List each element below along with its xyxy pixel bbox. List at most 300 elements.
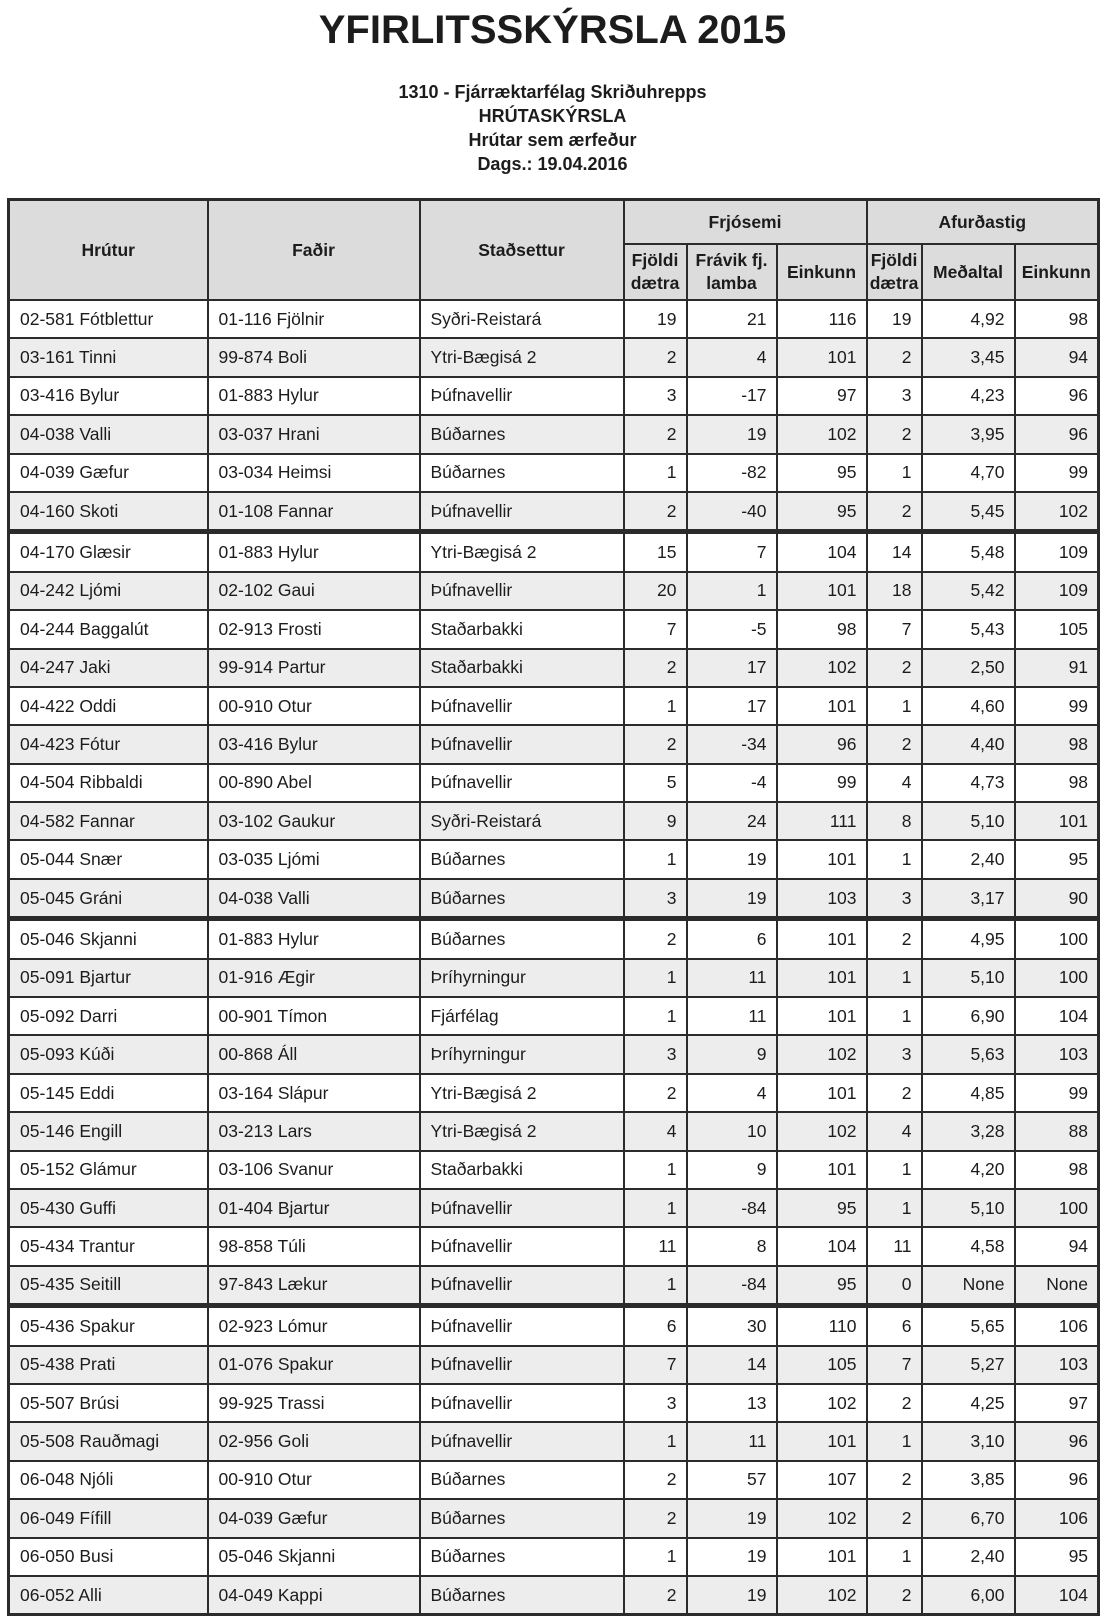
cell-frjosemi-fravik-fj-lamba: 17 <box>687 649 777 687</box>
cell-stadsettur: Þúfnavellir <box>420 1227 624 1265</box>
cell-stadsettur: Þúfnavellir <box>420 1266 624 1306</box>
cell-afurdastig-fjoldi-daetra: 4 <box>867 1112 922 1150</box>
cell-afurdastig-fjoldi-daetra: 6 <box>867 1306 922 1346</box>
cell-stadsettur: Ytri-Bægisá 2 <box>420 1074 624 1112</box>
cell-afurdastig-medaltal: 3,95 <box>922 415 1015 453</box>
cell-fadir: 03-037 Hrani <box>208 415 420 453</box>
cell-frjosemi-fravik-fj-lamba: 9 <box>687 1035 777 1073</box>
cell-stadsettur: Búðarnes <box>420 1461 624 1499</box>
cell-frjosemi-fjoldi-daetra: 2 <box>624 415 687 453</box>
cell-frjosemi-fravik-fj-lamba: 6 <box>687 919 777 959</box>
cell-frjosemi-einkunn: 101 <box>777 1074 867 1112</box>
cell-frjosemi-fjoldi-daetra: 7 <box>624 610 687 648</box>
cell-afurdastig-fjoldi-daetra: 1 <box>867 454 922 492</box>
cell-fadir: 03-035 Ljómi <box>208 840 420 878</box>
cell-frjosemi-fravik-fj-lamba: 19 <box>687 1538 777 1576</box>
cell-afurdastig-medaltal: 4,60 <box>922 687 1015 725</box>
cell-stadsettur: Staðarbakki <box>420 649 624 687</box>
table-row <box>9 1346 1099 1384</box>
column-header-hrutur: Hrútur <box>9 200 208 301</box>
cell-stadsettur: Syðri-Reistará <box>420 300 624 338</box>
table-row <box>9 1074 1099 1112</box>
column-header-frjosemi-einkunn: Einkunn <box>777 244 867 300</box>
cell-frjosemi-fjoldi-daetra: 4 <box>624 1112 687 1150</box>
cell-frjosemi-fjoldi-daetra: 1 <box>624 1538 687 1576</box>
table-row <box>9 687 1099 725</box>
subtitle-date: Dags.: 19.04.2016 <box>477 154 628 174</box>
cell-afurdastig-einkunn: 96 <box>1015 1461 1099 1499</box>
cell-afurdastig-medaltal: 4,92 <box>922 300 1015 338</box>
cell-frjosemi-einkunn: 102 <box>777 1499 867 1537</box>
cell-frjosemi-fravik-fj-lamba: -34 <box>687 725 777 763</box>
cell-afurdastig-fjoldi-daetra: 2 <box>867 649 922 687</box>
cell-afurdastig-fjoldi-daetra: 7 <box>867 1346 922 1384</box>
cell-fadir: 03-213 Lars <box>208 1112 420 1150</box>
cell-fadir: 04-039 Gæfur <box>208 1499 420 1537</box>
cell-afurdastig-fjoldi-daetra: 2 <box>867 1576 922 1615</box>
cell-frjosemi-einkunn: 102 <box>777 649 867 687</box>
cell-stadsettur: Þúfnavellir <box>420 377 624 415</box>
cell-afurdastig-medaltal: 4,85 <box>922 1074 1015 1112</box>
cell-afurdastig-medaltal: 4,73 <box>922 764 1015 802</box>
cell-afurdastig-medaltal: 5,65 <box>922 1306 1015 1346</box>
cell-frjosemi-fjoldi-daetra: 2 <box>624 919 687 959</box>
cell-frjosemi-fjoldi-daetra: 5 <box>624 764 687 802</box>
table-row <box>9 919 1099 959</box>
cell-frjosemi-fravik-fj-lamba: 57 <box>687 1461 777 1499</box>
table-row <box>9 802 1099 840</box>
table-row <box>9 1422 1099 1460</box>
cell-frjosemi-fjoldi-daetra: 2 <box>624 725 687 763</box>
cell-afurdastig-medaltal: 5,42 <box>922 572 1015 610</box>
cell-afurdastig-medaltal: 5,27 <box>922 1346 1015 1384</box>
cell-afurdastig-medaltal: 5,48 <box>922 532 1015 572</box>
column-header-afurdastig-medaltal: Meðaltal <box>922 244 1015 300</box>
cell-stadsettur: Þúfnavellir <box>420 492 624 532</box>
cell-frjosemi-fravik-fj-lamba: 8 <box>687 1227 777 1265</box>
cell-hrutur: 05-436 Spakur <box>9 1306 208 1346</box>
cell-stadsettur: Þúfnavellir <box>420 725 624 763</box>
cell-frjosemi-einkunn: 101 <box>777 919 867 959</box>
cell-hrutur: 06-052 Alli <box>9 1576 208 1615</box>
cell-frjosemi-fjoldi-daetra: 1 <box>624 454 687 492</box>
cell-frjosemi-einkunn: 101 <box>777 840 867 878</box>
cell-frjosemi-einkunn: 101 <box>777 997 867 1035</box>
cell-fadir: 98-858 Túli <box>208 1227 420 1265</box>
cell-frjosemi-fjoldi-daetra: 1 <box>624 1422 687 1460</box>
cell-afurdastig-einkunn: 105 <box>1015 610 1099 648</box>
cell-frjosemi-einkunn: 102 <box>777 1576 867 1615</box>
column-header-stadsettur: Staðsettur <box>420 200 624 301</box>
cell-fadir: 00-901 Tímon <box>208 997 420 1035</box>
cell-stadsettur: Búðarnes <box>420 454 624 492</box>
cell-fadir: 97-843 Lækur <box>208 1266 420 1306</box>
table-row <box>9 959 1099 997</box>
table-row <box>9 840 1099 878</box>
cell-hrutur: 06-050 Busi <box>9 1538 208 1576</box>
cell-fadir: 01-076 Spakur <box>208 1346 420 1384</box>
cell-stadsettur: Ytri-Bægisá 2 <box>420 532 624 572</box>
cell-frjosemi-fravik-fj-lamba: 19 <box>687 879 777 919</box>
cell-frjosemi-fjoldi-daetra: 2 <box>624 649 687 687</box>
cell-frjosemi-fjoldi-daetra: 2 <box>624 492 687 532</box>
cell-hrutur: 04-504 Ribbaldi <box>9 764 208 802</box>
table-row <box>9 572 1099 610</box>
cell-afurdastig-fjoldi-daetra: 1 <box>867 1538 922 1576</box>
cell-frjosemi-fjoldi-daetra: 1 <box>624 1189 687 1227</box>
subtitle-association: 1310 - Fjárræktarfélag Skriðuhrepps <box>398 82 707 102</box>
cell-afurdastig-einkunn: 100 <box>1015 919 1099 959</box>
cell-afurdastig-fjoldi-daetra: 18 <box>867 572 922 610</box>
cell-afurdastig-fjoldi-daetra: 19 <box>867 300 922 338</box>
cell-frjosemi-fjoldi-daetra: 3 <box>624 1035 687 1073</box>
cell-fadir: 01-116 Fjölnir <box>208 300 420 338</box>
cell-afurdastig-fjoldi-daetra: 1 <box>867 687 922 725</box>
cell-frjosemi-fjoldi-daetra: 1 <box>624 959 687 997</box>
cell-fadir: 01-108 Fannar <box>208 492 420 532</box>
cell-frjosemi-fjoldi-daetra: 7 <box>624 1346 687 1384</box>
table-row <box>9 1538 1099 1576</box>
cell-frjosemi-fjoldi-daetra: 2 <box>624 338 687 376</box>
cell-frjosemi-fravik-fj-lamba: 24 <box>687 802 777 840</box>
cell-afurdastig-einkunn: 91 <box>1015 649 1099 687</box>
table-row <box>9 879 1099 919</box>
cell-afurdastig-einkunn: 106 <box>1015 1306 1099 1346</box>
cell-fadir: 00-910 Otur <box>208 687 420 725</box>
cell-afurdastig-einkunn: 98 <box>1015 764 1099 802</box>
cell-hrutur: 04-242 Ljómi <box>9 572 208 610</box>
cell-hrutur: 03-161 Tinni <box>9 338 208 376</box>
cell-frjosemi-einkunn: 102 <box>777 1384 867 1422</box>
cell-frjosemi-einkunn: 99 <box>777 764 867 802</box>
cell-frjosemi-einkunn: 95 <box>777 1189 867 1227</box>
table-row <box>9 338 1099 376</box>
cell-hrutur: 03-416 Bylur <box>9 377 208 415</box>
cell-afurdastig-fjoldi-daetra: 1 <box>867 1151 922 1189</box>
cell-frjosemi-fravik-fj-lamba: -5 <box>687 610 777 648</box>
cell-fadir: 04-038 Valli <box>208 879 420 919</box>
cell-afurdastig-einkunn: 99 <box>1015 454 1099 492</box>
cell-afurdastig-fjoldi-daetra: 2 <box>867 1074 922 1112</box>
cell-fadir: 01-916 Ægir <box>208 959 420 997</box>
cell-frjosemi-einkunn: 105 <box>777 1346 867 1384</box>
cell-afurdastig-fjoldi-daetra: 1 <box>867 840 922 878</box>
cell-frjosemi-fravik-fj-lamba: -82 <box>687 454 777 492</box>
cell-frjosemi-einkunn: 101 <box>777 338 867 376</box>
cell-frjosemi-fravik-fj-lamba: 19 <box>687 1576 777 1615</box>
cell-frjosemi-fjoldi-daetra: 2 <box>624 1576 687 1615</box>
cell-afurdastig-fjoldi-daetra: 2 <box>867 492 922 532</box>
cell-hrutur: 05-507 Brúsi <box>9 1384 208 1422</box>
table-row <box>9 764 1099 802</box>
cell-frjosemi-einkunn: 95 <box>777 1266 867 1306</box>
cell-frjosemi-fravik-fj-lamba: -4 <box>687 764 777 802</box>
table-row <box>9 1151 1099 1189</box>
cell-stadsettur: Fjárfélag <box>420 997 624 1035</box>
cell-afurdastig-medaltal: None <box>922 1266 1015 1306</box>
table-header <box>9 200 1099 301</box>
cell-hrutur: 05-152 Glámur <box>9 1151 208 1189</box>
cell-frjosemi-fjoldi-daetra: 1 <box>624 687 687 725</box>
cell-afurdastig-einkunn: 106 <box>1015 1499 1099 1537</box>
cell-hrutur: 06-048 Njóli <box>9 1461 208 1499</box>
cell-frjosemi-fjoldi-daetra: 1 <box>624 1266 687 1306</box>
cell-stadsettur: Þríhyrningur <box>420 1035 624 1073</box>
table-row <box>9 1035 1099 1073</box>
cell-afurdastig-medaltal: 5,45 <box>922 492 1015 532</box>
cell-afurdastig-einkunn: 98 <box>1015 1151 1099 1189</box>
cell-frjosemi-fjoldi-daetra: 19 <box>624 300 687 338</box>
rams-report-table <box>7 198 1100 1616</box>
cell-frjosemi-einkunn: 97 <box>777 377 867 415</box>
cell-afurdastig-einkunn: 97 <box>1015 1384 1099 1422</box>
cell-afurdastig-medaltal: 6,00 <box>922 1576 1015 1615</box>
cell-fadir: 01-883 Hylur <box>208 377 420 415</box>
table-row <box>9 1227 1099 1265</box>
table-row <box>9 1189 1099 1227</box>
cell-frjosemi-fjoldi-daetra: 9 <box>624 802 687 840</box>
cell-afurdastig-medaltal: 4,40 <box>922 725 1015 763</box>
table-row <box>9 725 1099 763</box>
cell-afurdastig-medaltal: 3,17 <box>922 879 1015 919</box>
cell-afurdastig-fjoldi-daetra: 0 <box>867 1266 922 1306</box>
cell-frjosemi-einkunn: 102 <box>777 1035 867 1073</box>
cell-afurdastig-einkunn: 94 <box>1015 338 1099 376</box>
cell-afurdastig-einkunn: 99 <box>1015 1074 1099 1112</box>
group-header-afurdastig: Afurðastig <box>867 200 1099 245</box>
cell-fadir: 00-868 Áll <box>208 1035 420 1073</box>
cell-afurdastig-einkunn: 103 <box>1015 1035 1099 1073</box>
table-row <box>9 300 1099 338</box>
cell-hrutur: 04-247 Jaki <box>9 649 208 687</box>
column-header-afurdastig-fjoldi-daetra: Fjöldi dætra <box>867 244 922 300</box>
cell-stadsettur: Búðarnes <box>420 415 624 453</box>
cell-afurdastig-medaltal: 4,95 <box>922 919 1015 959</box>
cell-frjosemi-fravik-fj-lamba: 11 <box>687 997 777 1035</box>
cell-afurdastig-medaltal: 2,40 <box>922 840 1015 878</box>
cell-afurdastig-fjoldi-daetra: 14 <box>867 532 922 572</box>
cell-fadir: 99-925 Trassi <box>208 1384 420 1422</box>
cell-stadsettur: Staðarbakki <box>420 610 624 648</box>
cell-afurdastig-medaltal: 3,10 <box>922 1422 1015 1460</box>
cell-frjosemi-fjoldi-daetra: 3 <box>624 879 687 919</box>
cell-frjosemi-einkunn: 101 <box>777 959 867 997</box>
cell-hrutur: 05-092 Darri <box>9 997 208 1035</box>
cell-afurdastig-einkunn: 98 <box>1015 300 1099 338</box>
cell-frjosemi-fjoldi-daetra: 11 <box>624 1227 687 1265</box>
cell-frjosemi-einkunn: 101 <box>777 1538 867 1576</box>
cell-fadir: 00-890 Abel <box>208 764 420 802</box>
cell-hrutur: 04-170 Glæsir <box>9 532 208 572</box>
cell-afurdastig-medaltal: 4,25 <box>922 1384 1015 1422</box>
cell-hrutur: 05-435 Seitill <box>9 1266 208 1306</box>
cell-afurdastig-einkunn: 104 <box>1015 1576 1099 1615</box>
cell-stadsettur: Ytri-Bægisá 2 <box>420 1112 624 1150</box>
cell-afurdastig-einkunn: 99 <box>1015 687 1099 725</box>
cell-hrutur: 05-434 Trantur <box>9 1227 208 1265</box>
cell-hrutur: 04-423 Fótur <box>9 725 208 763</box>
cell-frjosemi-fravik-fj-lamba: 30 <box>687 1306 777 1346</box>
cell-stadsettur: Þúfnavellir <box>420 1306 624 1346</box>
cell-afurdastig-medaltal: 2,40 <box>922 1538 1015 1576</box>
cell-hrutur: 05-430 Guffi <box>9 1189 208 1227</box>
cell-hrutur: 04-422 Oddi <box>9 687 208 725</box>
cell-frjosemi-fravik-fj-lamba: 1 <box>687 572 777 610</box>
cell-afurdastig-fjoldi-daetra: 2 <box>867 919 922 959</box>
cell-frjosemi-einkunn: 98 <box>777 610 867 648</box>
cell-afurdastig-medaltal: 5,10 <box>922 1189 1015 1227</box>
cell-frjosemi-fravik-fj-lamba: 14 <box>687 1346 777 1384</box>
cell-frjosemi-fjoldi-daetra: 15 <box>624 532 687 572</box>
cell-stadsettur: Þúfnavellir <box>420 1346 624 1384</box>
table-row <box>9 1499 1099 1537</box>
cell-stadsettur: Þúfnavellir <box>420 1384 624 1422</box>
cell-stadsettur: Þúfnavellir <box>420 764 624 802</box>
cell-hrutur: 05-044 Snær <box>9 840 208 878</box>
cell-afurdastig-einkunn: 95 <box>1015 1538 1099 1576</box>
cell-afurdastig-einkunn: 102 <box>1015 492 1099 532</box>
cell-frjosemi-fravik-fj-lamba: 21 <box>687 300 777 338</box>
cell-afurdastig-einkunn: 98 <box>1015 725 1099 763</box>
cell-frjosemi-einkunn: 101 <box>777 572 867 610</box>
cell-frjosemi-fravik-fj-lamba: 13 <box>687 1384 777 1422</box>
cell-afurdastig-medaltal: 4,23 <box>922 377 1015 415</box>
cell-fadir: 03-416 Bylur <box>208 725 420 763</box>
cell-afurdastig-einkunn: 94 <box>1015 1227 1099 1265</box>
cell-fadir: 05-046 Skjanni <box>208 1538 420 1576</box>
cell-afurdastig-medaltal: 5,63 <box>922 1035 1015 1073</box>
cell-frjosemi-einkunn: 107 <box>777 1461 867 1499</box>
cell-frjosemi-fjoldi-daetra: 1 <box>624 997 687 1035</box>
table-row <box>9 1384 1099 1422</box>
cell-stadsettur: Búðarnes <box>420 840 624 878</box>
table-row <box>9 415 1099 453</box>
cell-hrutur: 05-146 Engill <box>9 1112 208 1150</box>
cell-stadsettur: Búðarnes <box>420 1538 624 1576</box>
column-header-frjosemi-fjoldi-daetra: Fjöldi dætra <box>624 244 687 300</box>
cell-afurdastig-einkunn: 109 <box>1015 572 1099 610</box>
cell-frjosemi-fjoldi-daetra: 2 <box>624 1461 687 1499</box>
cell-stadsettur: Þúfnavellir <box>420 572 624 610</box>
cell-afurdastig-fjoldi-daetra: 1 <box>867 1189 922 1227</box>
cell-frjosemi-fravik-fj-lamba: -84 <box>687 1189 777 1227</box>
cell-fadir: 04-049 Kappi <box>208 1576 420 1615</box>
cell-afurdastig-einkunn: 101 <box>1015 802 1099 840</box>
cell-hrutur: 06-049 Fífill <box>9 1499 208 1537</box>
cell-frjosemi-fjoldi-daetra: 3 <box>624 377 687 415</box>
cell-fadir: 00-910 Otur <box>208 1461 420 1499</box>
cell-afurdastig-fjoldi-daetra: 7 <box>867 610 922 648</box>
cell-fadir: 02-102 Gaui <box>208 572 420 610</box>
cell-afurdastig-medaltal: 3,85 <box>922 1461 1015 1499</box>
cell-hrutur: 04-160 Skoti <box>9 492 208 532</box>
cell-frjosemi-einkunn: 111 <box>777 802 867 840</box>
cell-afurdastig-fjoldi-daetra: 3 <box>867 377 922 415</box>
cell-frjosemi-einkunn: 104 <box>777 1227 867 1265</box>
cell-stadsettur: Syðri-Reistará <box>420 802 624 840</box>
group-header-frjosemi: Frjósemi <box>624 200 867 245</box>
cell-fadir: 99-874 Boli <box>208 338 420 376</box>
cell-hrutur: 04-582 Fannar <box>9 802 208 840</box>
cell-afurdastig-einkunn: 96 <box>1015 377 1099 415</box>
cell-hrutur: 05-093 Kúði <box>9 1035 208 1073</box>
cell-hrutur: 04-038 Valli <box>9 415 208 453</box>
cell-frjosemi-fjoldi-daetra: 1 <box>624 840 687 878</box>
cell-frjosemi-fravik-fj-lamba: 4 <box>687 1074 777 1112</box>
cell-frjosemi-fravik-fj-lamba: 19 <box>687 415 777 453</box>
cell-stadsettur: Búðarnes <box>420 879 624 919</box>
cell-frjosemi-einkunn: 101 <box>777 687 867 725</box>
column-header-frjosemi-fravik-fj-lamba: Frávik fj. lamba <box>687 244 777 300</box>
cell-frjosemi-einkunn: 102 <box>777 415 867 453</box>
cell-fadir: 99-914 Partur <box>208 649 420 687</box>
cell-afurdastig-einkunn: 96 <box>1015 1422 1099 1460</box>
cell-frjosemi-fjoldi-daetra: 3 <box>624 1384 687 1422</box>
cell-frjosemi-einkunn: 101 <box>777 1151 867 1189</box>
cell-fadir: 02-956 Goli <box>208 1422 420 1460</box>
cell-frjosemi-fjoldi-daetra: 6 <box>624 1306 687 1346</box>
table-row <box>9 1112 1099 1150</box>
cell-frjosemi-fravik-fj-lamba: 7 <box>687 532 777 572</box>
cell-stadsettur: Þríhyrningur <box>420 959 624 997</box>
cell-fadir: 03-164 Slápur <box>208 1074 420 1112</box>
cell-afurdastig-einkunn: 90 <box>1015 879 1099 919</box>
cell-afurdastig-fjoldi-daetra: 4 <box>867 764 922 802</box>
table-row <box>9 610 1099 648</box>
cell-stadsettur: Ytri-Bægisá 2 <box>420 338 624 376</box>
cell-fadir: 01-404 Bjartur <box>208 1189 420 1227</box>
cell-stadsettur: Þúfnavellir <box>420 1189 624 1227</box>
cell-frjosemi-fravik-fj-lamba: 11 <box>687 959 777 997</box>
cell-afurdastig-medaltal: 5,10 <box>922 802 1015 840</box>
table-row <box>9 377 1099 415</box>
cell-afurdastig-fjoldi-daetra: 1 <box>867 959 922 997</box>
cell-frjosemi-fravik-fj-lamba: 4 <box>687 338 777 376</box>
cell-fadir: 02-913 Frosti <box>208 610 420 648</box>
cell-afurdastig-einkunn: 100 <box>1015 959 1099 997</box>
cell-afurdastig-einkunn: None <box>1015 1266 1099 1306</box>
cell-afurdastig-medaltal: 2,50 <box>922 649 1015 687</box>
cell-stadsettur: Búðarnes <box>420 919 624 959</box>
cell-frjosemi-fjoldi-daetra: 2 <box>624 1499 687 1537</box>
page-title: YFIRLITSSKÝRSLA 2015 <box>318 8 787 52</box>
cell-fadir: 01-883 Hylur <box>208 919 420 959</box>
cell-afurdastig-einkunn: 103 <box>1015 1346 1099 1384</box>
cell-stadsettur: Þúfnavellir <box>420 687 624 725</box>
cell-frjosemi-fravik-fj-lamba: 19 <box>687 1499 777 1537</box>
cell-frjosemi-einkunn: 96 <box>777 725 867 763</box>
cell-afurdastig-fjoldi-daetra: 3 <box>867 879 922 919</box>
cell-stadsettur: Búðarnes <box>420 1576 624 1615</box>
cell-afurdastig-fjoldi-daetra: 2 <box>867 1461 922 1499</box>
cell-afurdastig-fjoldi-daetra: 2 <box>867 415 922 453</box>
cell-afurdastig-fjoldi-daetra: 11 <box>867 1227 922 1265</box>
cell-afurdastig-fjoldi-daetra: 2 <box>867 338 922 376</box>
cell-frjosemi-fravik-fj-lamba: 9 <box>687 1151 777 1189</box>
subtitle-section: Hrútar sem ærfeður <box>468 130 637 150</box>
cell-hrutur: 05-046 Skjanni <box>9 919 208 959</box>
cell-afurdastig-medaltal: 3,28 <box>922 1112 1015 1150</box>
cell-afurdastig-einkunn: 104 <box>1015 997 1099 1035</box>
cell-afurdastig-fjoldi-daetra: 2 <box>867 725 922 763</box>
column-header-fadir: Faðir <box>208 200 420 301</box>
cell-frjosemi-fravik-fj-lamba: 11 <box>687 1422 777 1460</box>
cell-afurdastig-medaltal: 4,20 <box>922 1151 1015 1189</box>
cell-hrutur: 04-244 Baggalút <box>9 610 208 648</box>
cell-stadsettur: Þúfnavellir <box>420 1422 624 1460</box>
cell-fadir: 03-106 Svanur <box>208 1151 420 1189</box>
cell-frjosemi-fjoldi-daetra: 1 <box>624 1151 687 1189</box>
